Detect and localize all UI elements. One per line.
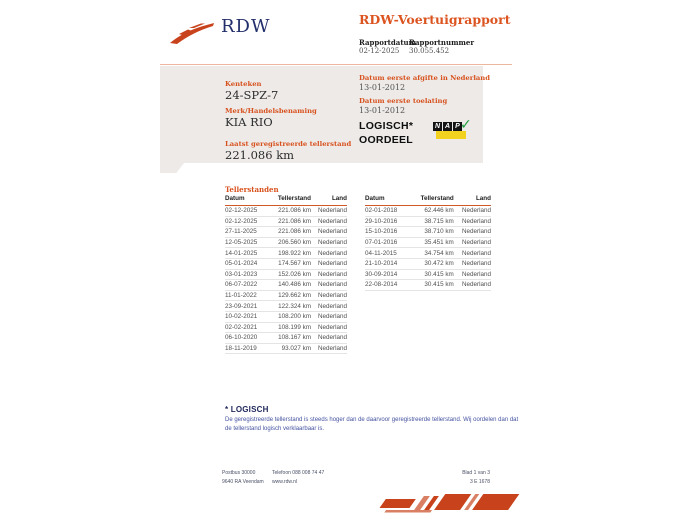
datum-header: Datum [225,194,275,206]
tellerstand-row [365,269,491,280]
tellerstand-row [365,280,491,291]
land-cell: Nederland [311,237,347,248]
report-date-value: 02-12-2025 [359,47,400,55]
tellerstand-cell: 198.922 km [275,248,311,259]
tellerstand-cell: 34.754 km [417,248,454,259]
datum-cell: 12-05-2025 [225,237,275,248]
tellerstand-row [225,227,347,238]
land-cell: Nederland [311,301,347,312]
tellerstand-cell: 30.415 km [417,280,454,291]
oordeel-text [359,120,413,147]
datum-cell: 15-10-2016 [365,227,417,238]
footer-website: www.rdw.nl [272,479,298,486]
datum-cell: 29-10-2016 [365,216,417,227]
land-cell: Nederland [311,333,347,344]
land-cell: Nederland [311,216,347,227]
merk-value: KIA RIO [225,115,273,129]
land-cell: Nederland [311,322,347,333]
tellerstanden-heading: Tellerstanden [225,185,279,194]
tellerstand-row [365,227,491,238]
datum-cell: 02-12-2025 [225,206,275,217]
merk-label: Merk/Handelsbenaming [225,107,317,115]
datum-cell: 11-01-2022 [225,290,275,301]
kenteken-label: Kenteken [225,80,262,88]
land-header: Land [311,194,347,206]
tellerstanden-table-left [225,194,347,354]
tellerstanden-table-right [365,194,491,291]
tellerstand-row [225,258,347,269]
tellerstand-cell: 122.324 km [275,301,311,312]
tellerstand-cell: 174.567 km [275,258,311,269]
tellerstand-row [225,333,347,344]
nap-letter-a: A [444,123,451,130]
tellerstand-row [225,301,347,312]
tellerstand-row [225,269,347,280]
nap-logo [433,117,472,140]
tellerstand-row [225,248,347,259]
nap-checkmark-icon: ✓ [460,117,472,133]
footer-postbus: Postbus 30000 [222,470,256,476]
table-header-row [365,194,491,206]
land-cell: Nederland [454,237,491,248]
eerste-toelating-value: 13-01-2012 [359,106,406,115]
datum-cell: 27-11-2025 [225,227,275,238]
footer-page-number: Blad 1 van 3 [462,470,490,476]
footer-page-info [430,469,490,487]
footer-plaats: 9640 RA Veendam [222,479,264,486]
nap-letter-n: N [434,123,441,130]
datum-cell: 10-02-2021 [225,311,275,322]
oordeel-line1: LOGISCH* [359,120,414,132]
datum-cell: 06-07-2022 [225,280,275,291]
report-date-label: Rapportdatum [359,38,417,47]
tellerstand-cell: 140.486 km [275,280,311,291]
datum-cell: 23-09-2021 [225,301,275,312]
tellerstand-header: Tellerstand [417,194,454,206]
tellerstand-cell: 35.451 km [417,237,454,248]
datum-cell: 03-01-2023 [225,269,275,280]
tellerstand-cell: 221.086 km [275,216,311,227]
tellerstand-row [225,216,347,227]
datum-cell: 05-01-2024 [225,258,275,269]
datum-cell: 02-02-2021 [225,322,275,333]
land-cell: Nederland [454,269,491,280]
footnote-heading: * LOGISCH [225,405,269,414]
land-cell: Nederland [311,248,347,259]
kenteken-value: 24-SPZ-7 [225,88,279,102]
tellerstand-cell: 206.560 km [275,237,311,248]
tellerstand-row [225,237,347,248]
land-cell: Nederland [454,227,491,238]
tellerstand-value: 221.086 km [225,148,295,162]
tellerstand-cell: 30.415 km [417,269,454,280]
datum-cell: 07-01-2016 [365,237,417,248]
land-cell: Nederland [311,311,347,322]
eerste-toelating-label: Datum eerste toelating [359,97,448,105]
tellerstand-row [365,206,491,217]
footnote-text: De geregistreerde tellerstand is steeds hoger dan de daarvoor geregistreerde tellerstand. Wij oordelen dan dat de tellerstand logisch verklaarbaar is. [225,417,519,433]
datum-cell: 02-01-2018 [365,206,417,217]
datum-header: Datum [365,194,417,206]
rdw-wing-watermark-icon [368,493,520,514]
datum-cell: 02-12-2025 [225,216,275,227]
report-title: RDW-Voertuigrapport [359,12,511,27]
datum-cell: 18-11-2019 [225,343,275,354]
tellerstand-cell: 221.086 km [275,206,311,217]
tellerstand-row [225,206,347,217]
tellerstand-row [365,248,491,259]
tellerstand-cell: 152.026 km [275,269,311,280]
datum-cell: 14-01-2025 [225,248,275,259]
oordeel-line2: OORDEEL [359,133,414,146]
land-cell: Nederland [311,269,347,280]
land-header: Land [454,194,491,206]
land-cell: Nederland [454,248,491,259]
tellerstand-row [225,280,347,291]
tellerstand-cell: 108.200 km [275,311,311,322]
tellerstand-row [365,258,491,269]
table-header-row [225,194,347,206]
land-cell: Nederland [454,258,491,269]
datum-cell: 21-10-2014 [365,258,417,269]
tellerstand-cell: 38.710 km [417,227,454,238]
tellerstand-cell: 108.167 km [275,333,311,344]
tellerstand-cell: 30.472 km [417,258,454,269]
tellerstand-row [225,311,347,322]
datum-cell: 06-10-2020 [225,333,275,344]
tellerstand-cell: 38.715 km [417,216,454,227]
footer-phone: Telefoon 088 008 74 47 [272,470,325,476]
eerste-afgifte-value: 13-01-2012 [359,83,406,92]
tellerstand-cell: 93.027 km [275,343,311,354]
tellerstand-cell: 62.446 km [417,206,454,217]
land-cell: Nederland [311,280,347,291]
footer-address [222,469,264,487]
land-cell: Nederland [311,343,347,354]
tellerstand-cell: 221.086 km [275,227,311,238]
land-cell: Nederland [454,280,491,291]
land-cell: Nederland [311,206,347,217]
tellerstand-label: Laatst geregistreerde tellerstand [225,140,352,148]
footer-contact [272,469,324,487]
tellerstand-cell: 129.662 km [275,290,311,301]
rdw-wing-logo-icon [169,19,215,45]
tellerstand-row [365,237,491,248]
header-divider [160,64,512,65]
tellerstand-row [225,343,347,354]
report-number-value: 30.055.452 [409,47,450,55]
land-cell: Nederland [311,227,347,238]
land-cell: Nederland [454,206,491,217]
tellerstand-row [365,216,491,227]
rdw-logo-text: RDW [221,16,271,37]
tellerstand-row [225,290,347,301]
datum-cell: 04-11-2015 [365,248,417,259]
land-cell: Nederland [454,216,491,227]
report-number-label: Rapportnummer [409,38,475,47]
nap-letter-p: P [453,122,462,131]
land-cell: Nederland [311,290,347,301]
tellerstand-row [225,322,347,333]
footer-form-code: 3 E 1678 [469,479,490,486]
datum-cell: 30-09-2014 [365,269,417,280]
eerste-afgifte-label: Datum eerste afgifte in Nederland [359,74,491,82]
datum-cell: 22-08-2014 [365,280,417,291]
tellerstand-cell: 108.199 km [275,322,311,333]
land-cell: Nederland [311,258,347,269]
tellerstand-header: Tellerstand [275,194,311,206]
